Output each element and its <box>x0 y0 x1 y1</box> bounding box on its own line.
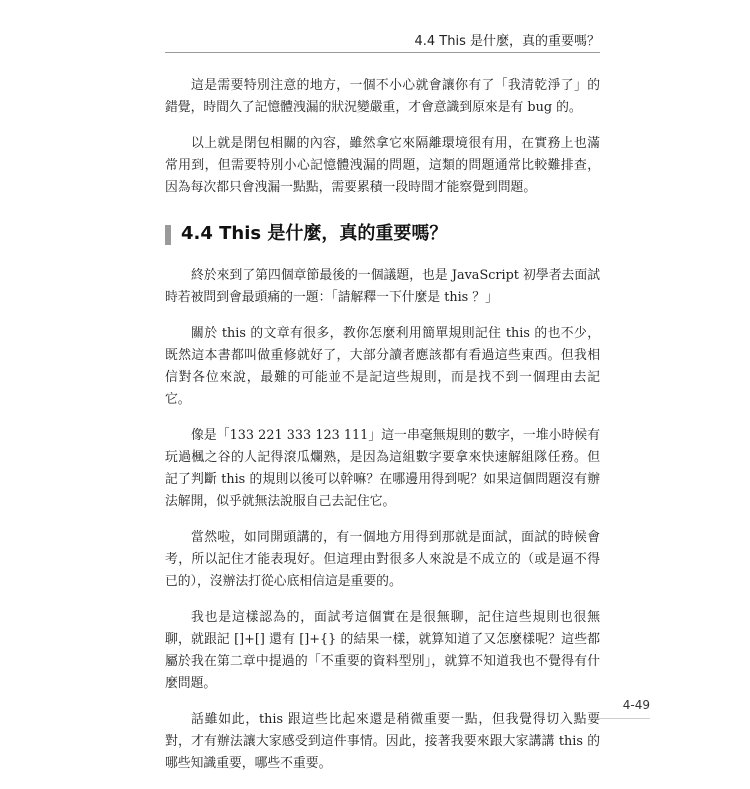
paragraph: 終於來到了第四個章節最後的一個議題，也是 JavaScript 初學者去面試時若被問到會最頭痛的一題：「請解釋一下什麼是 this ？」 <box>165 268 600 305</box>
footer-rule <box>590 718 650 719</box>
paragraph: 像是「133 221 333 123 111」這一串毫無規則的數字，一堆小時候有玩過楓之谷的人記得滾瓜爛熟，是因為這組數字要拿來快速解組隊任務。但記了判斷 this 的規則以後可以幹嘛？在哪邊用得到呢？如果這個問題沒有辦法解開，似乎就無法說服自己去記住它。 <box>165 428 600 509</box>
header-rule <box>165 52 600 53</box>
page-number: 4-49 <box>622 698 650 712</box>
heading-bar <box>165 225 171 245</box>
paragraph: 關於 this 的文章有很多，教你怎麼利用簡單規則記住 this 的也不少，既然這本書都叫做重修就好了，大部分讀者應該都有看過這些東西。但我相信對各位來說，最難的可能並不是記這些規則，而是找不到一個理由去記它。 <box>165 326 600 407</box>
section-heading-text: 4.4 This 是什麼，真的重要嗎？ <box>181 223 448 244</box>
page-body <box>165 75 600 789</box>
paragraph: 話雖如此，this 跟這些比起來還是稍微重要一點，但我覺得切入點要對，才有辦法讓大家感受到這件事情。因此，接著我要來跟大家講講 this 的哪些知識重要，哪些不重要。 <box>165 712 600 771</box>
section-heading <box>165 221 600 247</box>
paragraph: 以上就是閉包相關的內容，雖然拿它來隔離環境很有用，在實務上也滿常用到，但需要特別小心記憶體洩漏的問題，這類的問題通常比較難排查，因為每次都只會洩漏一點點，需要累積一段時間才能察覺到問題。 <box>165 136 600 195</box>
running-header: 4.4 This 是什麼，真的重要嗎？ <box>414 34 600 49</box>
paragraph: 我也是這樣認為的，面試考這個實在是很無聊，記住這些規則也很無聊，就跟記 []+[] 還有 []+{} 的結果一樣，就算知道了又怎麼樣呢？這些都屬於我在第二章中提過的「不重要的資料型別」，就算不知道我也不覺得有什麼問題。 <box>165 610 600 691</box>
paragraph: 當然啦，如同開頭講的，有一個地方用得到那就是面試，面試的時候會考，所以記住才能表現好。但這理由對很多人來說是不成立的（或是逼不得已的），沒辦法打從心底相信這是重要的。 <box>165 530 600 589</box>
paragraph: 這是需要特別注意的地方，一個不小心就會讓你有了「我清乾淨了」的錯覺，時間久了記憶體洩漏的狀況變嚴重，才會意識到原來是有 bug 的。 <box>165 78 600 115</box>
